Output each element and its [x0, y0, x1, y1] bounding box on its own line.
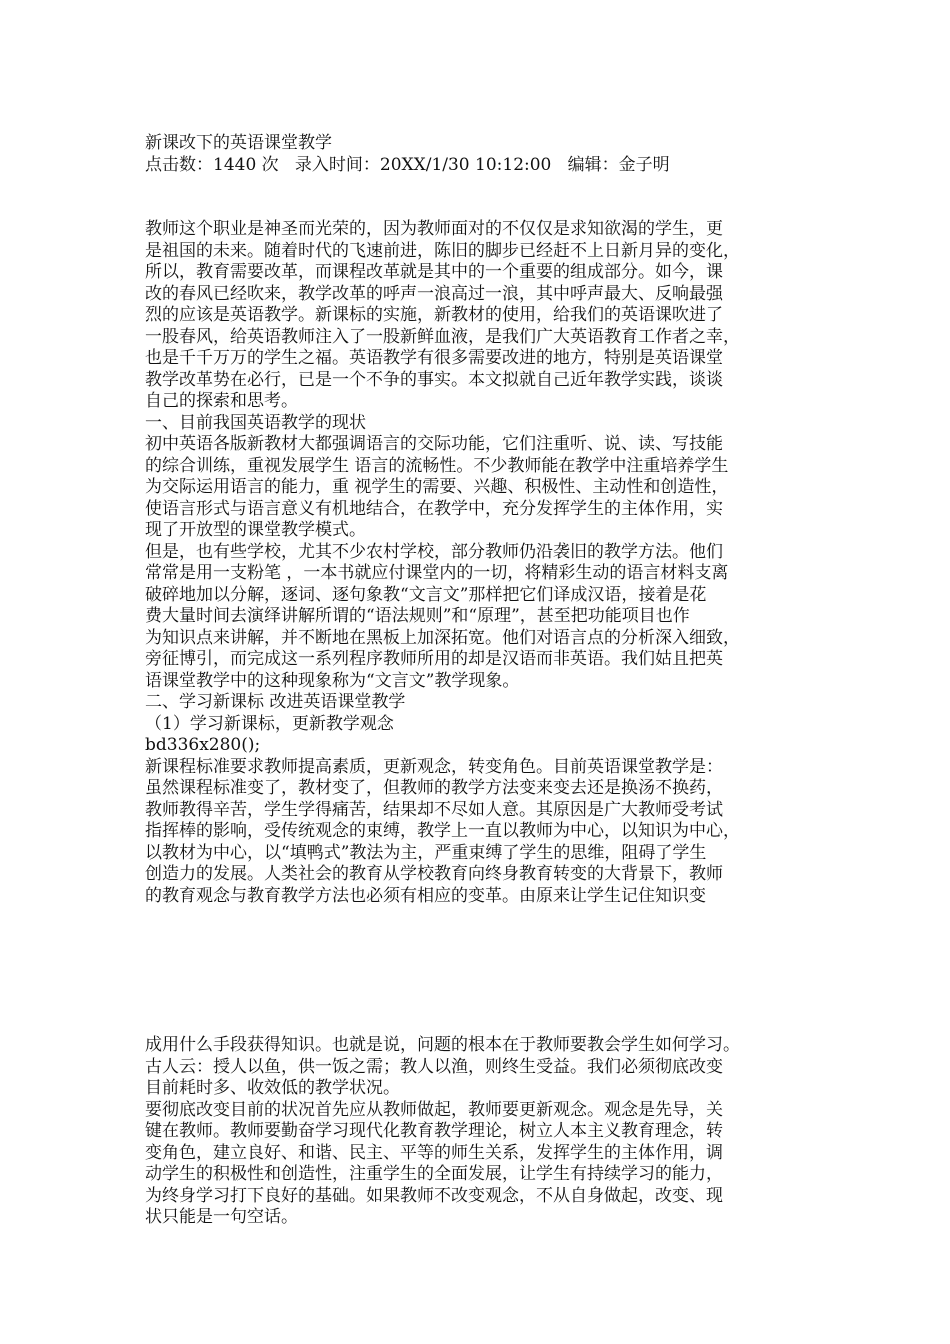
- body-block-2: [145, 1035, 813, 1229]
- article-title: 新课改下的英语课堂教学: [145, 133, 332, 153]
- text-line: 目前耗时多、收效低的教学状况。: [145, 1078, 400, 1098]
- text-line: 改的春风已经吹来，教学改革的呼声一浪高过一浪，其中呼声最大、反响最强: [145, 283, 723, 304]
- text-line: 现了开放型的课堂教学模式。: [145, 520, 366, 540]
- text-line: 破碎地加以分解，逐词、逐句象教“文言文”那样把它们译成汉语，接着是花: [145, 584, 707, 605]
- text-line: 所以，教育需要改革，而课程改革就是其中的一个重要的组成部分。如今，课: [145, 262, 723, 282]
- text-line: 使语言形式与语言意义有机地结合，在教学中，充分发挥学生的主体作用，实: [145, 498, 723, 519]
- text-line: 指挥棒的影响，受传统观念的束缚，教学上一直以教师为中心，以知识为中心，: [145, 821, 740, 841]
- body-block-1: [145, 219, 813, 907]
- text-line: 动学生的积极性和创造性，注重学生的全面发展，让学生有持续学习的能力，: [145, 1164, 723, 1184]
- text-line: 的教育观念与教育教学方法也必须有相应的变革。由原来让学生记住知识变: [145, 885, 706, 906]
- article: [145, 133, 813, 1229]
- text-line: 以教材为中心，以“填鸭式”教法为主，严重束缚了学生的思维，阻碍了学生: [145, 842, 707, 863]
- text-line: 状只能是一句空话。: [145, 1207, 298, 1227]
- text-line: 变角色，建立良好、和谐、民主、平等的师生关系，发挥学生的主体作用，调: [145, 1142, 723, 1163]
- text-line: 常常是用一支粉笔 ，一本书就应付课堂内的一切，将精彩生动的语言材料支离: [145, 563, 729, 583]
- text-line: 创造力的发展。人类社会的教育从学校教育向终身教育转变的大背景下，教师: [145, 864, 723, 884]
- text-line: 教师教得辛苦，学生学得痛苦，结果却不尽如人意。其原因是广大教师受考试: [145, 799, 723, 820]
- spacer: [145, 907, 813, 1035]
- text-line: 语课堂教学中的这种现象称为“文言文”教学现象。: [145, 670, 520, 691]
- text-line: 教学改革势在必行，已是一个不争的事实。本文拟就自己近年教学实践，谈谈: [145, 369, 723, 390]
- text-line: 为知识点来讲解，并不断地在黑板上加深拓宽。他们对语言点的分析深入细致，: [145, 627, 740, 648]
- article-meta: 点击数：1440 次 录入时间：20XX/1/30 10:12:00 编辑：金子明: [145, 154, 670, 175]
- section-heading: 一、目前我国英语教学的现状: [145, 412, 366, 433]
- text-line: 键在教师。教师要勤奋学习现代化教育教学理论，树立人本主义教育理念，转: [145, 1121, 723, 1141]
- subsection-heading: （1）学习新课标，更新教学观念: [145, 713, 394, 734]
- text-line: 要彻底改变目前的状况首先应从教师做起，教师要更新观念。观念是先导，关: [145, 1099, 723, 1120]
- text-line: 成用什么手段获得知识。也就是说，问题的根本在于教师要教会学生如何学习。: [145, 1035, 740, 1055]
- text-line: 费大量时间去演绎讲解所谓的“语法规则”和“原理”，甚至把功能项目也作: [145, 606, 690, 626]
- text-line: 但是，也有些学校，尤其不少农村学校，部分教师仍沿袭旧的教学方法。他们: [145, 541, 723, 562]
- text-line: 教师这个职业是神圣而光荣的，因为教师面对的不仅仅是求知欲渴的学生，更: [145, 219, 723, 239]
- text-line: 为终身学习打下良好的基础。如果教师不改变观念，不从自身做起，改变、现: [145, 1185, 723, 1206]
- spacer: [145, 176, 813, 219]
- ad-placeholder-code: bd336x280();: [145, 735, 261, 755]
- text-line: 新课程标准要求教师提高素质，更新观念，转变角色。目前英语课堂教学是：: [145, 756, 723, 777]
- section-heading: 二、学习新课标 改进英语课堂教学: [145, 692, 406, 712]
- text-line: 也是千千万万的学生之福。英语教学有很多需要改进的地方，特别是英语课堂: [145, 348, 723, 368]
- text-line: 虽然课程标准变了，教材变了，但教师的教学方法变来变去还是换汤不换药，: [145, 778, 723, 798]
- text-line: 为交际运用语言的能力，重 视学生的需要、兴趣、积极性、主动性和创造性，: [145, 477, 729, 497]
- text-line: 的综合训练，重视发展学生 语言的流畅性。不少教师能在教学中注重培养学生: [145, 455, 729, 476]
- text-line: 是祖国的未来。随着时代的飞速前进，陈旧的脚步已经赶不上日新月异的变化，: [145, 240, 740, 261]
- text-line: 自己的探索和思考。: [145, 391, 298, 411]
- text-line: 旁征博引，而完成这一系列程序教师所用的却是汉语而非英语。我们姑且把英: [145, 649, 723, 669]
- text-line: 初中英语各版新教材大都强调语言的交际功能，它们注重听、说、读、写技能: [145, 434, 723, 454]
- text-line: 古人云：授人以鱼，供一饭之需；教人以渔，则终生受益。我们必须彻底改变: [145, 1056, 723, 1077]
- text-line: 一股春风，给英语教师注入了一股新鲜血液，是我们广大英语教育工作者之幸，: [145, 326, 740, 347]
- text-line: 烈的应该是英语教学。新课标的实施，新教材的使用，给我们的英语课吹进了: [145, 305, 723, 325]
